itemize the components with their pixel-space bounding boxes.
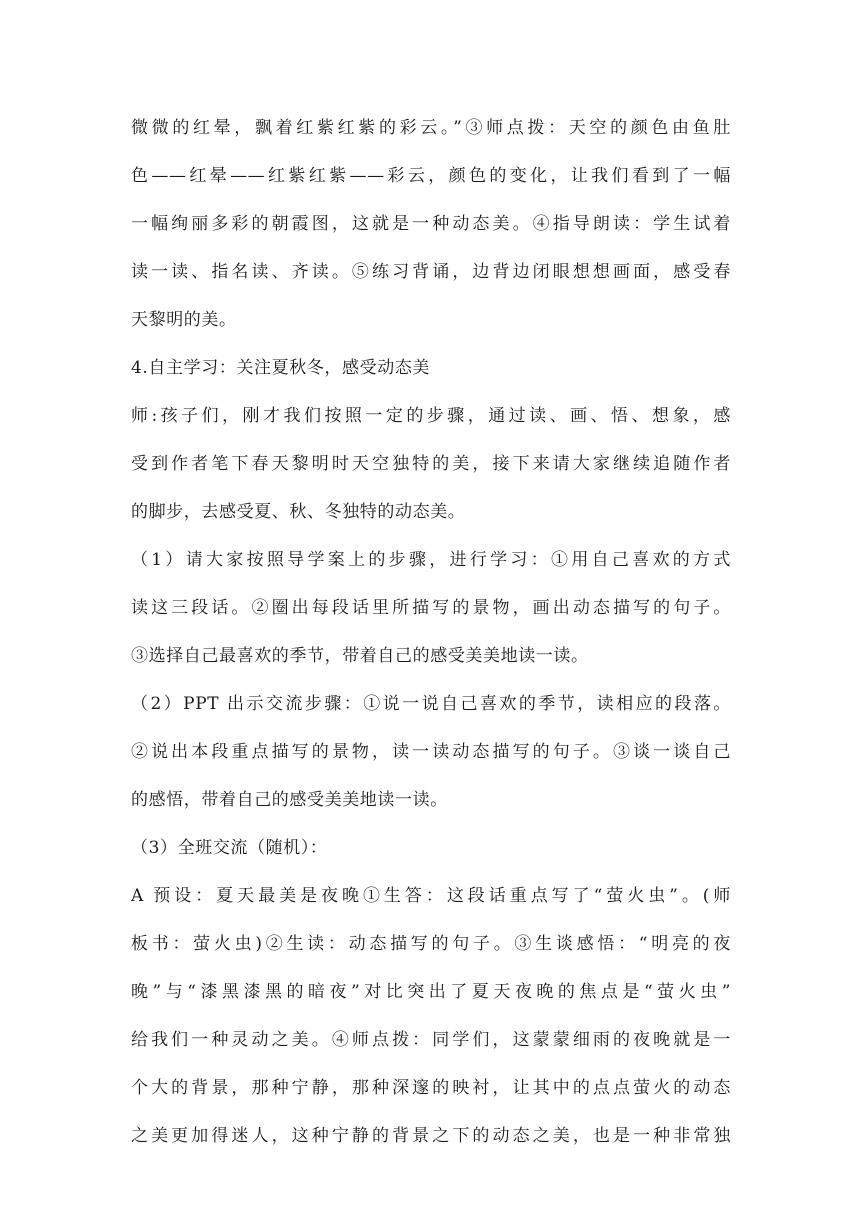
text-line: 微微的红晕，飘着红紫红紫的彩云。”③师点拨：天空的颜色由鱼肚 xyxy=(131,118,731,138)
text-line: （2）PPT 出示交流步骤：①说一说自己喜欢的季节，读相应的段落。 xyxy=(131,694,731,714)
section-heading: 4.自主学习：关注夏秋冬，感受动态美 xyxy=(131,358,431,378)
text-line: 的脚步，去感受夏、秋、冬独特的动态美。 xyxy=(131,502,466,522)
text-line: 读这三段话。②圈出每段话里所描写的景物，画出动态描写的句子。 xyxy=(131,598,731,618)
text-line: 之美更加得迷人，这种宁静的背景之下的动态之美，也是一种非常独 xyxy=(131,1126,731,1146)
text-line: 板书：萤火虫)②生读：动态描写的句子。③生谈感悟：“明亮的夜 xyxy=(131,934,731,954)
text-line: 的感悟，带着自己的感受美美地读一读。 xyxy=(131,790,448,810)
text-line: ③选择自己最喜欢的季节，带着自己的感受美美地读一读。 xyxy=(131,646,589,666)
text-line: ②说出本段重点描写的景物，读一读动态描写的句子。③谈一谈自己 xyxy=(131,742,731,762)
text-line: 一幅绚丽多彩的朝霞图，这就是一种动态美。④指导朗读：学生试着 xyxy=(131,214,731,234)
text-line: 个大的背景，那种宁静，那种深邃的映衬，让其中的点点萤火的动态 xyxy=(131,1078,731,1098)
text-line: （3）全班交流（随机）： xyxy=(131,838,328,858)
document-body xyxy=(131,104,731,1160)
text-line: 天黎明的美。 xyxy=(131,310,237,330)
text-line: 读一读、指名读、齐读。⑤练习背诵，边背边闭眼想想画面，感受春 xyxy=(131,262,731,282)
text-line: 色——红晕——红紫红紫——彩云，颜色的变化，让我们看到了一幅 xyxy=(131,166,731,186)
text-line: 受到作者笔下春天黎明时天空独特的美，接下来请大家继续追随作者 xyxy=(131,454,731,474)
text-line: 晚”与“漆黑漆黑的暗夜”对比突出了夏天夜晚的焦点是“萤火虫” xyxy=(131,982,731,1002)
text-line: A 预设：夏天最美是夜晚①生答：这段话重点写了“萤火虫”。(师 xyxy=(131,886,731,906)
text-line: 给我们一种灵动之美。④师点拨：同学们，这蒙蒙细雨的夜晚就是一 xyxy=(131,1030,731,1050)
text-line: 师:孩子们，刚才我们按照一定的步骤，通过读、画、悟、想象，感 xyxy=(131,406,731,426)
text-line: （1）请大家按照导学案上的步骤，进行学习：①用自己喜欢的方式 xyxy=(131,550,731,570)
